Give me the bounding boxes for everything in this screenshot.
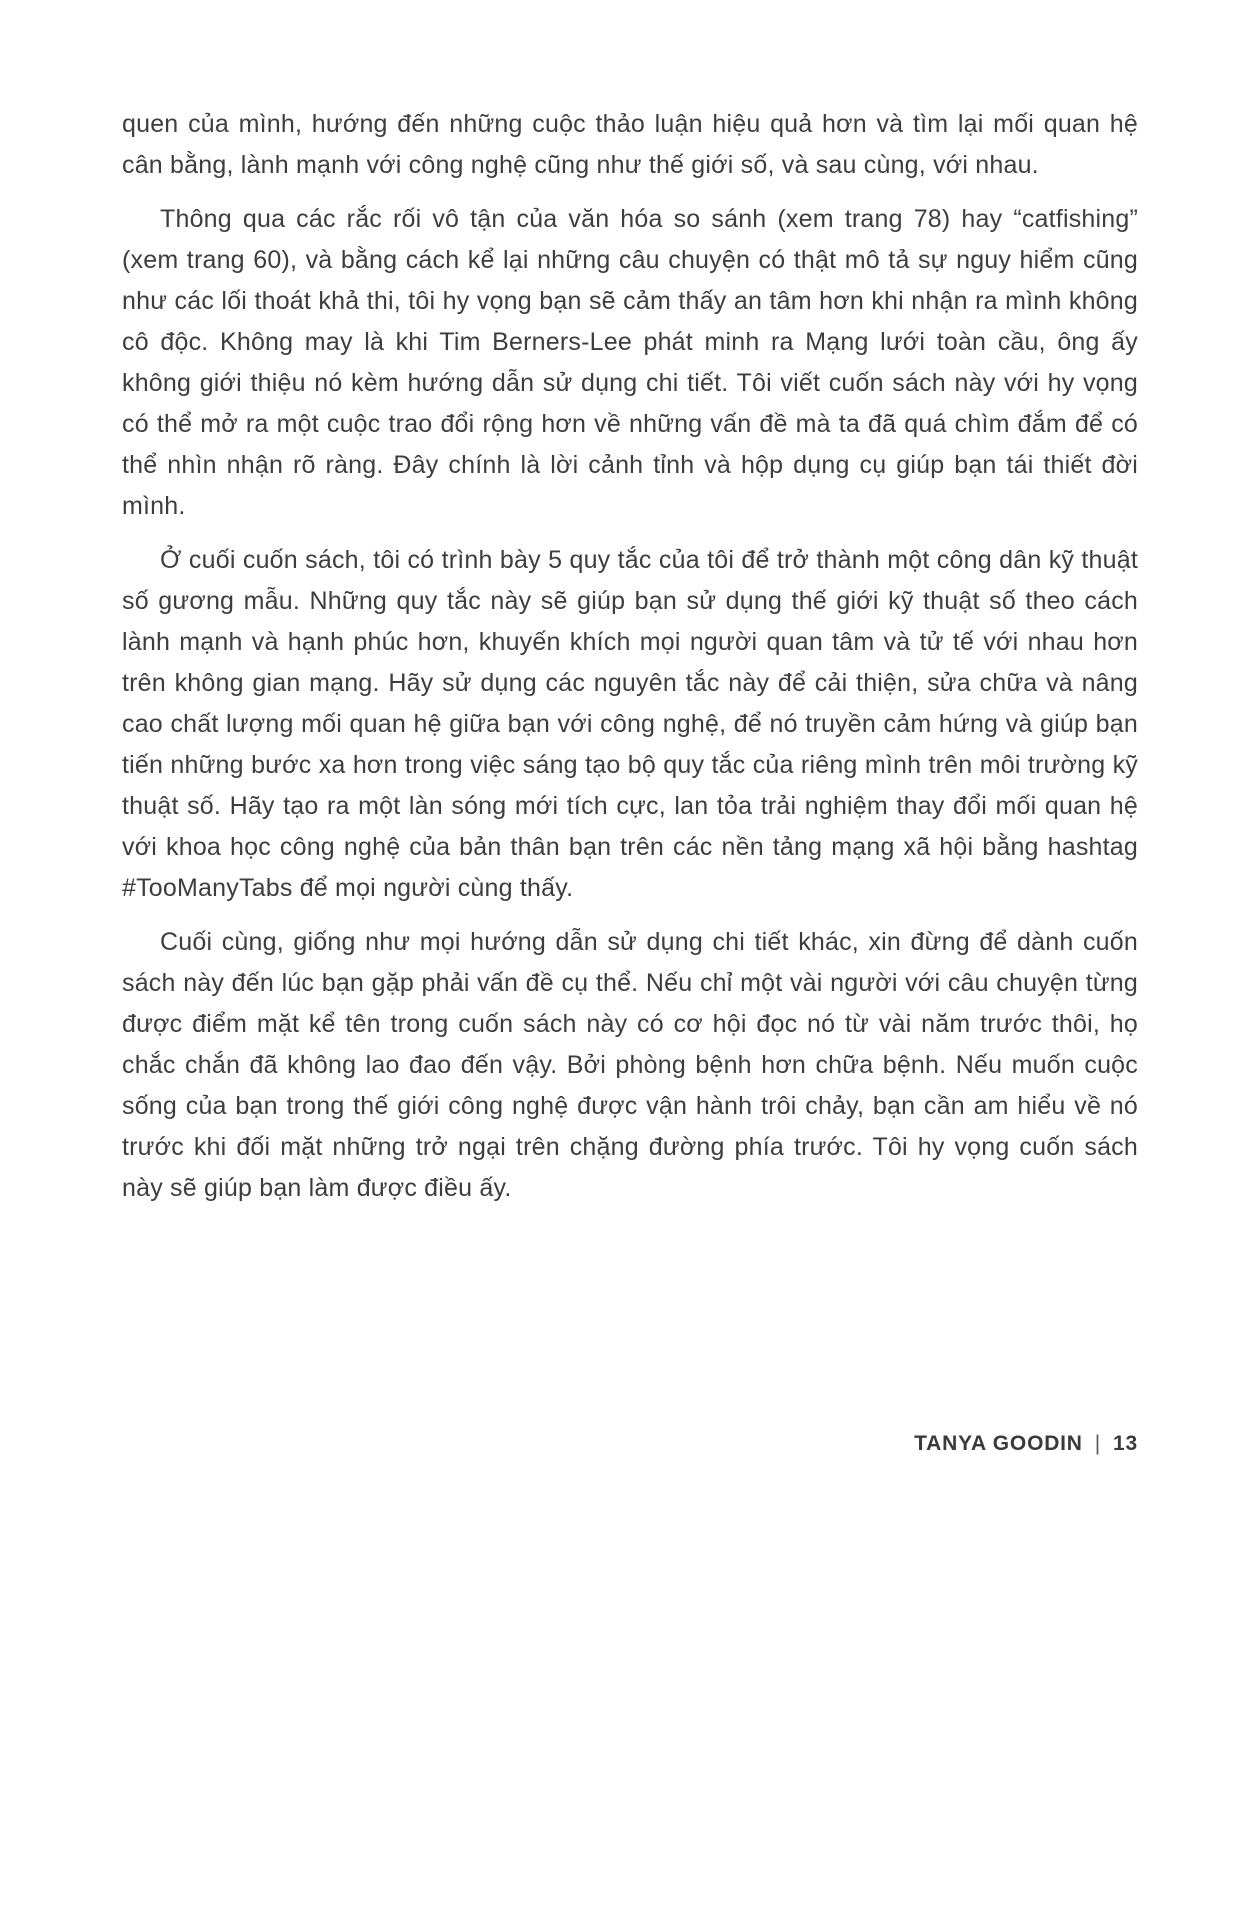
page-footer [914, 1432, 1138, 1456]
paragraph-continuation: quen của mình, hướng đến những cuộc thảo luận hiệu quả hơn và tìm lại mối quan hệ cân bằng, lành mạnh với công nghệ cũng như thế giới số, và sau cùng, với nhau. [122, 110, 1138, 179]
footer-separator: | [1094, 1432, 1102, 1455]
page-content [122, 104, 1138, 1222]
author-name: TANYA GOODIN [914, 1432, 1083, 1455]
page-number: 13 [1113, 1432, 1138, 1455]
paragraph: Ở cuối cuốn sách, tôi có trình bày 5 quy tắc của tôi để trở thành một công dân kỹ thuật số gương mẫu. Những quy tắc này sẽ giúp bạn sử dụng thế giới kỹ thuật số theo cách lành mạnh và hạnh phúc hơn, khuyến khích mọi người quan tâm và tử tế với nhau hơn trên không gian mạng. Hãy sử dụng các nguyên tắc này để cải thiện, sửa chữa và nâng cao chất lượng mối quan hệ giữa bạn với công nghệ, để nó truyền cảm hứng và giúp bạn tiến những bước xa hơn trong việc sáng tạo bộ quy tắc của riêng mình trên môi trường kỹ thuật số. Hãy tạo ra một làn sóng mới tích cực, lan tỏa trải nghiệm thay đổi mối quan hệ với khoa học công nghệ của bản thân bạn trên các nền tảng mạng xã hội bằng hashtag #TooManyTabs để mọi người cùng thấy. [122, 546, 1138, 902]
paragraph: Thông qua các rắc rối vô tận của văn hóa so sánh (xem trang 78) hay “catfishing” (xem trang 60), và bằng cách kể lại những câu chuyện có thật mô tả sự nguy hiểm cũng như các lối thoát khả thi, tôi hy vọng bạn sẽ cảm thấy an tâm hơn khi nhận ra mình không cô độc. Không may là khi Tim Berners-Lee phát minh ra Mạng lưới toàn cầu, ông ấy không giới thiệu nó kèm hướng dẫn sử dụng chi tiết. Tôi viết cuốn sách này với hy vọng có thể mở ra một cuộc trao đổi rộng hơn về những vấn đề mà ta đã quá chìm đắm để có thể nhìn nhận rõ ràng. Đây chính là lời cảnh tỉnh và hộp dụng cụ giúp bạn tái thiết đời mình. [122, 205, 1138, 520]
paragraph: Cuối cùng, giống như mọi hướng dẫn sử dụng chi tiết khác, xin đừng để dành cuốn sách này đến lúc bạn gặp phải vấn đề cụ thể. Nếu chỉ một vài người với câu chuyện từng được điểm mặt kể tên trong cuốn sách này có cơ hội đọc nó từ vài năm trước thôi, họ chắc chắn đã không lao đao đến vậy. Bởi phòng bệnh hơn chữa bệnh. Nếu muốn cuộc sống của bạn trong thế giới công nghệ được vận hành trôi chảy, bạn cần am hiểu về nó trước khi đối mặt những trở ngại trên chặng đường phía trước. Tôi hy vọng cuốn sách này sẽ giúp bạn làm được điều ấy. [122, 928, 1138, 1202]
